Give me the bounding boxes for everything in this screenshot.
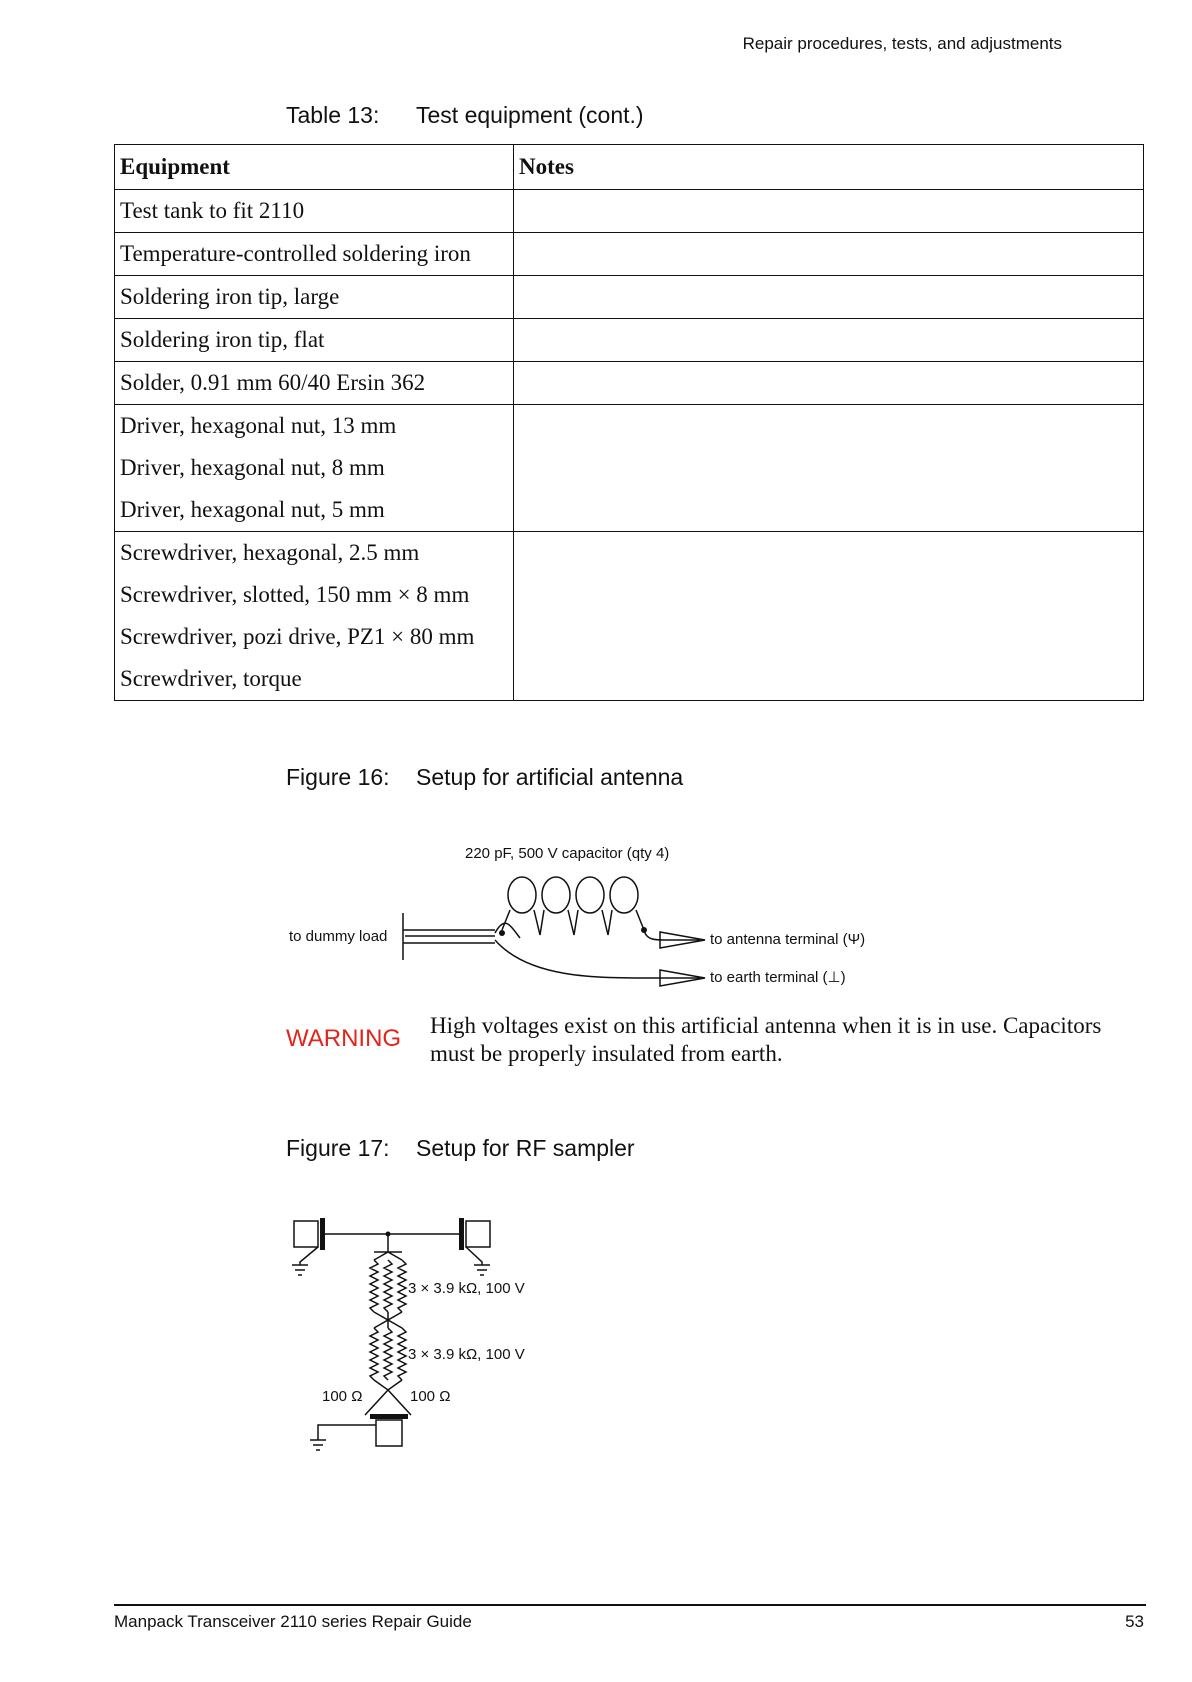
figure17-caption-title: Setup for RF sampler bbox=[416, 1135, 635, 1161]
resistor-right-label: 100 Ω bbox=[410, 1388, 451, 1405]
bank2-resistor-b bbox=[384, 1328, 392, 1380]
bank2-resistor-a bbox=[370, 1328, 378, 1380]
bank-junction bbox=[374, 1312, 402, 1328]
output-resistors bbox=[365, 1390, 411, 1415]
footer-rule bbox=[114, 1604, 1146, 1606]
capacitor-label: 220 pF, 500 V capacitor (qty 4) bbox=[465, 845, 670, 862]
column-header-equipment: Equipment bbox=[115, 145, 514, 190]
equipment-item: Temperature-controlled soldering iron bbox=[120, 241, 471, 266]
warning-tag: WARNING bbox=[286, 1025, 402, 1052]
output-connector bbox=[376, 1420, 402, 1446]
equipment-item: Screwdriver, torque bbox=[120, 666, 302, 691]
antenna-terminal-label: to antenna terminal (Ψ) bbox=[710, 931, 866, 948]
equipment-item: Driver, hexagonal nut, 13 mm bbox=[120, 413, 397, 438]
ground-output-icon bbox=[310, 1425, 376, 1450]
warning-text: High voltages exist on this artificial antenna when it is in use. Capacitors must be properly insulated from earth. bbox=[430, 1013, 1102, 1066]
dummy-load-label: to dummy load bbox=[289, 928, 388, 945]
figure17-caption-label: Figure 17: bbox=[286, 1135, 390, 1161]
equipment-item: Test tank to fit 2110 bbox=[120, 198, 305, 223]
output-connector-flange bbox=[370, 1414, 408, 1419]
bank1-top-split bbox=[374, 1252, 402, 1260]
running-header: Repair procedures, tests, and adjustments bbox=[742, 34, 1062, 53]
connector-right bbox=[466, 1221, 490, 1247]
table-caption-title: Test equipment (cont.) bbox=[416, 102, 644, 128]
resistor-left-label: 100 Ω bbox=[322, 1388, 363, 1405]
equipment-item: Screwdriver, slotted, 150 mm × 8 mm bbox=[120, 582, 470, 607]
connector-left-flange bbox=[320, 1218, 325, 1250]
bank2-bottom-join bbox=[374, 1380, 402, 1390]
footer-title: Manpack Transceiver 2110 series Repair Guide bbox=[114, 1612, 472, 1631]
table-caption-label: Table 13: bbox=[286, 102, 380, 128]
bank1-resistor-a bbox=[370, 1260, 378, 1312]
ground-left-icon bbox=[292, 1247, 318, 1275]
equipment-item: Driver, hexagonal nut, 5 mm bbox=[120, 497, 385, 522]
connector-right-flange bbox=[459, 1218, 464, 1250]
column-header-notes: Notes bbox=[514, 145, 1144, 190]
resistor-bank-2-label: 3 × 3.9 kΩ, 100 V bbox=[408, 1346, 525, 1363]
figure16-caption-label: Figure 16: bbox=[286, 764, 390, 790]
page-number: 53 bbox=[1125, 1612, 1144, 1631]
equipment-item: Solder, 0.91 mm 60/40 Ersin 362 bbox=[120, 370, 426, 395]
earth-terminal-label: to earth terminal (⊥) bbox=[710, 969, 846, 986]
figure16-caption-title: Setup for artificial antenna bbox=[416, 764, 684, 790]
tap-junction bbox=[386, 1232, 391, 1237]
connector-left bbox=[294, 1221, 318, 1247]
ground-right-icon bbox=[466, 1247, 490, 1275]
equipment-item: Soldering iron tip, large bbox=[120, 284, 340, 309]
bank1-resistor-b bbox=[384, 1260, 392, 1312]
bank2-resistor-c bbox=[398, 1328, 406, 1380]
equipment-item: Screwdriver, pozi drive, PZ1 × 80 mm bbox=[120, 624, 475, 649]
bank1-resistor-c bbox=[398, 1260, 406, 1312]
equipment-item: Driver, hexagonal nut, 8 mm bbox=[120, 455, 385, 480]
equipment-item: Screwdriver, hexagonal, 2.5 mm bbox=[120, 540, 420, 565]
resistor-bank-1-label: 3 × 3.9 kΩ, 100 V bbox=[408, 1280, 525, 1297]
equipment-item: Soldering iron tip, flat bbox=[120, 327, 325, 352]
